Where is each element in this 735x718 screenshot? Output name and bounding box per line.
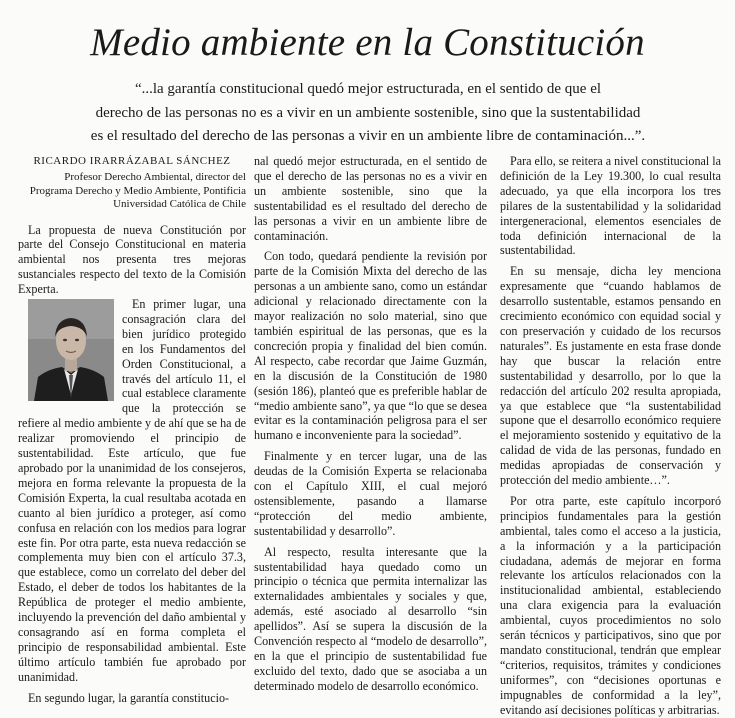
pull-quote bbox=[18, 78, 718, 149]
pull-quote-line: es el resultado del derecho de las personas a vivir en un ambiente libre de contaminación...”. bbox=[90, 128, 646, 144]
paragraph: En su mensaje, dicha ley menciona expresamente que “cuando hablamos de desarrollo sustentable, estamos pensando en crecimiento económico con equidad social y con preservación y cuidado de los recursos naturales”. Es justamente en esta frase donde hay que buscar la relación entre sustentabilidad y desarrollo, por lo que la redacción del artículo 202 resulta apropiada, ya que establece que “la sustentabilidad supone que el desarrollo económico requiere el mejoramiento sostenido y equitativo de la calidad de vida de las personas, fundado en medidas apropiadas de conservación y protección del medio ambiente…”. bbox=[500, 264, 721, 488]
column-3 bbox=[500, 154, 721, 718]
column-1 bbox=[18, 154, 246, 706]
author-photo bbox=[28, 299, 114, 401]
paragraph: Para ello, se reitera a nivel constitucional la definición de la Ley 19.300, lo cual resulta adecuado, ya que ella incorpora los tres pilares de la sustentabilidad y la solidaridad intergeneracional, elementos esenciales de toda definición internacional de la sustentabilidad. bbox=[500, 154, 721, 258]
paragraph: Por otra parte, este capítulo incorporó principios fundamentales para la gestión ambiental, tales como el acceso a la justicia, a la información y a la participación ciudadana, además de mejorar en forma relevante los artículos relacionados con la institucionalidad ambiental, estableciendo una clara exigencia para la evaluación ambiental, cuyos procedimientos no solo serán técnicos y participativos, sino que por mandato constitucional, tendrán que emplear “criterios, requisitos, trámites y condiciones uniformes”, con “decisiones oportunas e impugnables de conformidad a la ley”, evitando así decisiones políticas y arbitrarias. bbox=[500, 493, 721, 717]
paragraph: nal quedó mejor estructurada, en el sentido de que el derecho de las personas no es a vivir en un ambiente sostenible, sino que la sustentabilidad es el resultado del derecho de las personas a vivir en un ambiente libre de contaminación. bbox=[254, 154, 487, 243]
pull-quote-line: derecho de las personas no es a vivir en un ambiente sostenible, sino que la sustentabilidad bbox=[95, 104, 641, 121]
paragraph: Al respecto, resulta interesante que la sustentabilidad haya quedado como un principio o técnica que permita internalizar las externalidades ambientales y sociales y que, además, esté asociado al desarrollo “sin apellidos”. Así se supera la discusión de la Convención respecto al “modelo de desarrollo”, en la que el principio de sustentabilidad fue excluido del texto, dado que se asociaba a un determinado modelo de desarrollo económico. bbox=[254, 544, 487, 693]
affiliation-line: Programa Derecho y Medio Ambiente, Pontificia bbox=[29, 184, 246, 197]
affiliation-line: Profesor Derecho Ambiental, director del bbox=[64, 171, 246, 183]
author-byline: RICARDO IRARRÁZABAL SÁNCHEZ bbox=[33, 155, 231, 167]
author-affiliation bbox=[18, 171, 246, 212]
paragraph: En primer lugar, una consagración clara del bien jurídico protegido en los Fundamentos del Orden Constitucional, a través del artículo 11, el cual establece claramente que la protección se refiere al medio ambiente y de ahí que se ha de realizar promoviendo el principio de sustentabilidad. Este artículo, que fue aprobado por la unanimidad de los consejeros, mejora en forma relevante la propuesta de la Comisión Experta, la cual resultaba acotada en cuanto al bien jurídico a proteger, así como confusa en relación con los medios para lograr este fin. Por otra parte, esta nueva redacción se complementa muy bien con el artículo 37.3, que establece, como un correlato del deber del Estado, el deber de todos los habitantes de la República de proteger el medio ambiente, incluyendo la prevención del daño ambiental y consagrando así en forma completa el principio de responsabilidad ambiental. Este último artículo también fue aprobado por unanimidad. bbox=[18, 297, 246, 684]
affiliation-line: Universidad Católica de Chile bbox=[113, 198, 246, 210]
paragraph: Finalmente y en tercer lugar, una de las deudas de la Comisión Experta se relacionaba con el Capítulo XIII, el cual mejoró ostensiblemente, pasando a llamarse “protección del medio ambiente, sustentabilidad y desarrollo”. bbox=[254, 449, 487, 538]
column-2 bbox=[254, 154, 487, 694]
paragraph: La propuesta de nueva Constitución por parte del Consejo Constitucional en materia ambiental nos presenta tres mejoras sustanciales respecto del texto de la Comisión Experta. bbox=[18, 222, 246, 297]
pull-quote-line: “...la garantía constitucional quedó mejor estructurada, en el sentido de que el bbox=[134, 81, 602, 97]
paragraph: Con todo, quedará pendiente la revisión por parte de la Comisión Mixta del derecho de las personas a un ambiente sano, como un estándar adicional y relacionado directamente con la mayor realización no solo material, sino que también espiritual de las personas, que es la concreción propia y finalidad del bien común. Al respecto, cabe recordar que Jaime Guzmán, en la discusión de la Constitución de 1980 (sesión 186), planteó que es preferible hablar de “medio ambiente sano”, ya que “lo que se desea evitar es la contaminación peligrosa para el ser humano e inconveniente para la sociedad”. bbox=[254, 249, 487, 443]
headline: Medio ambiente en la Constitución bbox=[90, 21, 645, 64]
paragraph: En segundo lugar, la garantía constitucio- bbox=[28, 690, 230, 705]
